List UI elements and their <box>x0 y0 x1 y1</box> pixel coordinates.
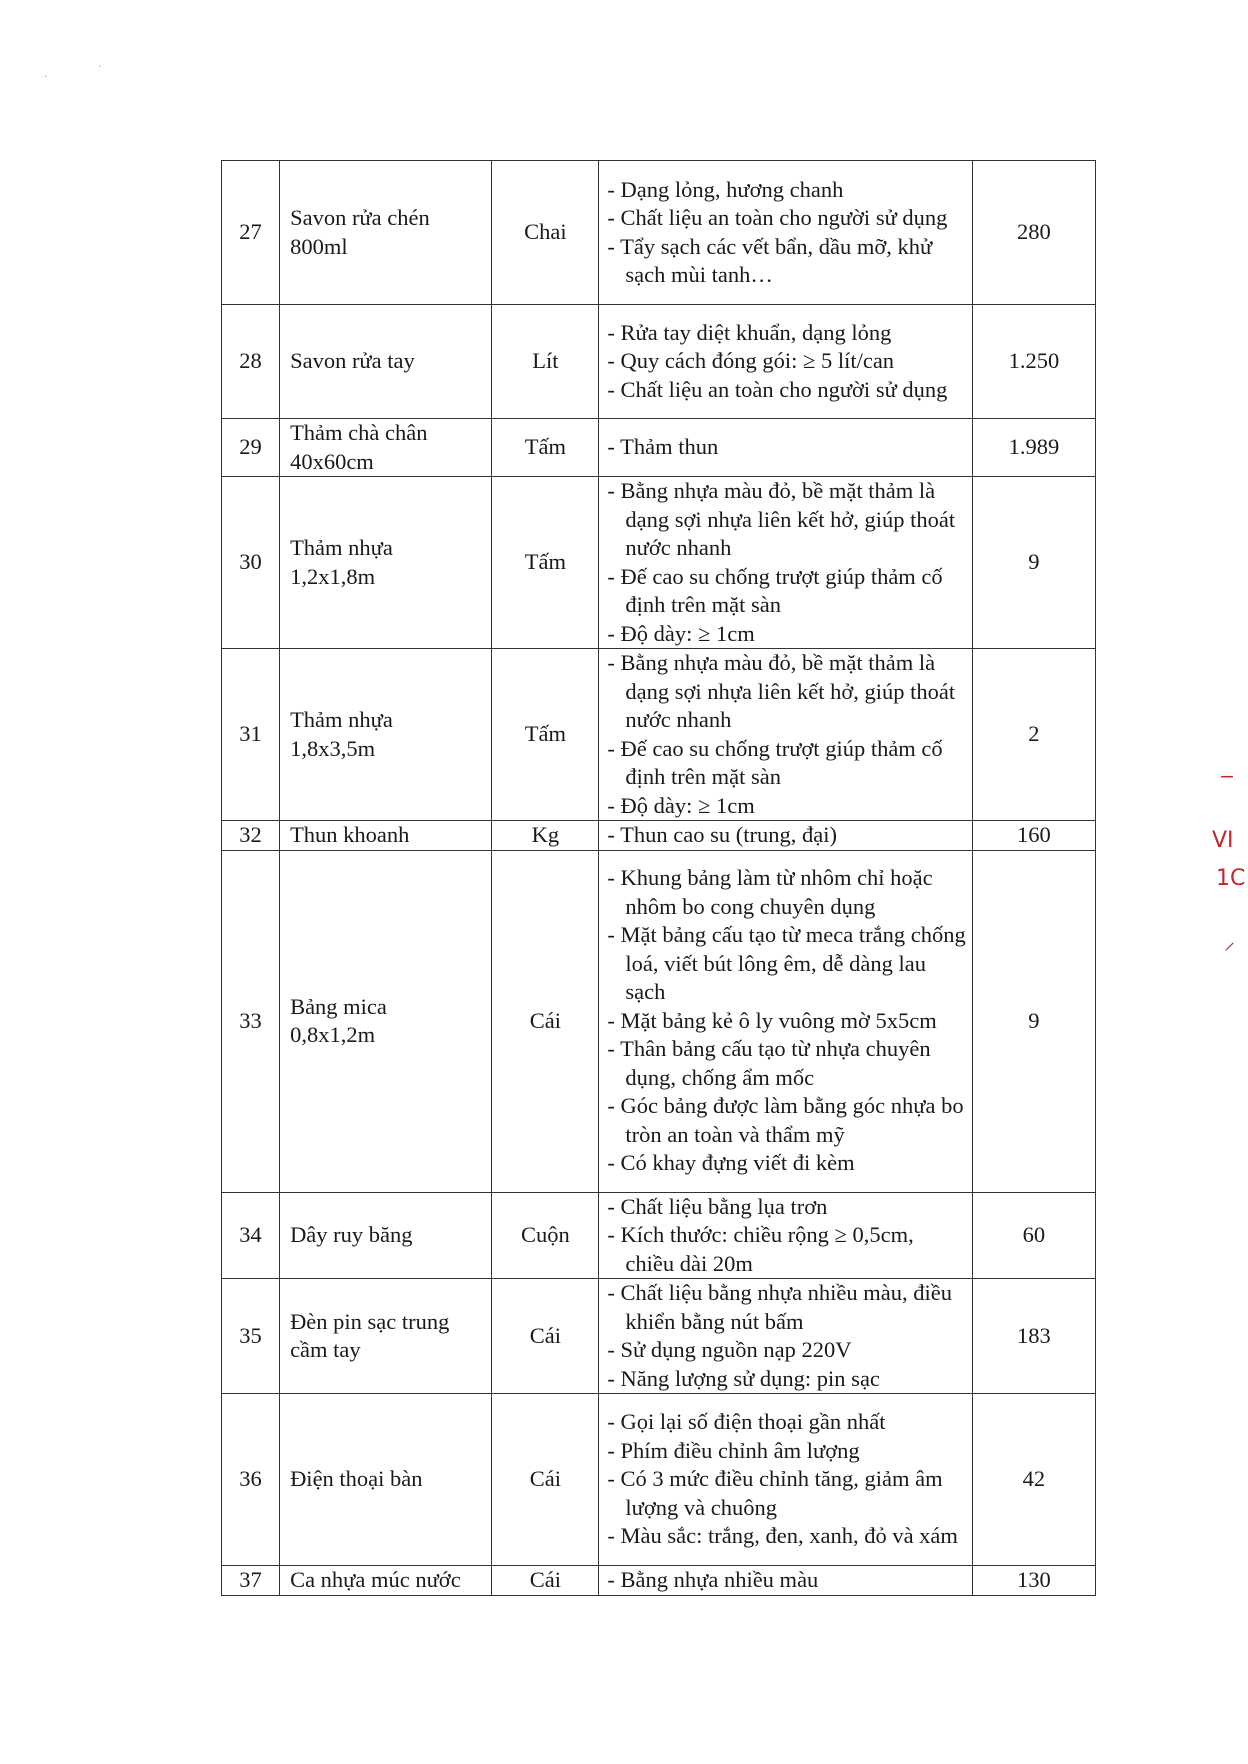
item-unit: Cái <box>492 1566 599 1596</box>
item-name <box>280 850 492 1192</box>
item-quantity: 9 <box>972 850 1095 1192</box>
item-quantity: 42 <box>972 1394 1095 1566</box>
table-row <box>222 649 1096 821</box>
item-quantity: 1.989 <box>972 419 1095 477</box>
item-unit: Cái <box>492 1279 599 1394</box>
item-name <box>280 419 492 477</box>
item-name-line: 800ml <box>290 233 348 259</box>
item-name <box>280 649 492 821</box>
item-unit: Cái <box>492 1394 599 1566</box>
item-name <box>280 1394 492 1566</box>
item-name <box>280 1279 492 1394</box>
scan-speck: · <box>44 72 48 83</box>
item-unit: Lít <box>492 305 599 419</box>
spec-line: - Có khay đựng viết đi kèm <box>607 1150 855 1176</box>
item-spec <box>599 419 972 477</box>
item-unit: Tấm <box>492 649 599 821</box>
table-row <box>222 821 1096 851</box>
row-number: 29 <box>222 419 280 477</box>
table-row <box>222 419 1096 477</box>
table-row <box>222 161 1096 305</box>
spec-line: - Có 3 mức điều chỉnh tăng, giảm âm lượng và chuông <box>607 1466 943 1520</box>
item-name <box>280 1192 492 1279</box>
item-unit: Tấm <box>492 477 599 649</box>
margin-mark-dash: ‒ <box>1220 764 1234 789</box>
spec-line: - Thun cao su (trung, đại) <box>607 822 837 847</box>
spec-line: - Bằng nhựa màu đỏ, bề mặt thảm là dạng sợi nhựa liên kết hở, giúp thoát nước nhanh <box>607 650 956 732</box>
item-name <box>280 821 492 851</box>
item-spec <box>599 161 972 305</box>
item-spec <box>599 305 972 419</box>
spec-line: - Chất liệu an toàn cho người sử dụng <box>607 376 948 402</box>
row-number: 28 <box>222 305 280 419</box>
spec-line: - Mặt bảng cấu tạo từ meca trắng chống loá, viết bút lông êm, dễ dàng lau sạch <box>607 922 966 1005</box>
item-name-line: Đèn pin sạc trung <box>290 1308 450 1334</box>
table-row <box>222 850 1096 1192</box>
item-name-line: 1,8x3,5m <box>290 735 376 761</box>
table-row <box>222 1394 1096 1566</box>
item-spec <box>599 1394 972 1566</box>
item-name-line: Thảm chà chân <box>290 420 428 445</box>
spec-line: - Gọi lại số điện thoại gần nhất <box>607 1409 886 1435</box>
item-quantity: 60 <box>972 1192 1095 1279</box>
item-name-line: Savon rửa chén <box>290 205 430 230</box>
row-number: 32 <box>222 821 280 851</box>
item-quantity: 1.250 <box>972 305 1095 419</box>
table-row <box>222 305 1096 419</box>
table-row <box>222 477 1096 649</box>
spec-line: - Năng lượng sử dụng: pin sạc <box>607 1365 880 1391</box>
spec-line: - Thân bảng cấu tạo từ nhựa chuyên dụng, chống ẩm mốc <box>607 1036 931 1090</box>
row-number: 36 <box>222 1394 280 1566</box>
item-unit: Tấm <box>492 419 599 477</box>
row-number: 35 <box>222 1279 280 1394</box>
spec-line: - Sử dụng nguồn nạp 220V <box>607 1337 852 1362</box>
spec-line: - Độ dày: ≥ 1cm <box>607 620 755 646</box>
spec-line: - Rửa tay diệt khuẩn, dạng lỏng <box>607 319 892 345</box>
spec-line: - Dạng lỏng, hương chanh <box>607 176 844 202</box>
row-number: 37 <box>222 1566 280 1596</box>
item-name-line: Điện thoại bàn <box>290 1466 423 1492</box>
item-quantity: 183 <box>972 1279 1095 1394</box>
scan-speck: · <box>98 62 102 73</box>
item-name <box>280 1566 492 1596</box>
table-row <box>222 1566 1096 1596</box>
spec-line: - Kích thước: chiều rộng ≥ 0,5cm, chiều dài 20m <box>607 1222 914 1276</box>
item-name-line: cầm tay <box>290 1337 361 1362</box>
item-quantity: 280 <box>972 161 1095 305</box>
item-name-line: Dây ruy băng <box>290 1222 413 1247</box>
spec-line: - Quy cách đóng gói: ≥ 5 lít/can <box>607 348 895 374</box>
row-number: 34 <box>222 1192 280 1279</box>
spec-line: - Đế cao su chống trượt giúp thảm cố định trên mặt sàn <box>607 563 943 617</box>
item-name <box>280 477 492 649</box>
spec-line: - Mặt bảng kẻ ô ly vuông mờ 5x5cm <box>607 1007 937 1033</box>
item-quantity: 130 <box>972 1566 1095 1596</box>
item-name-line: 1,2x1,8m <box>290 563 376 589</box>
supply-table <box>221 160 1096 1596</box>
item-name-line: Thảm nhựa <box>290 535 393 560</box>
spec-line: - Chất liệu an toàn cho người sử dụng <box>607 205 948 230</box>
spec-line: - Khung bảng làm từ nhôm chỉ hoặc nhôm bo cong chuyên dụng <box>607 865 933 919</box>
spec-line: - Độ dày: ≥ 1cm <box>607 792 755 818</box>
item-unit: Cái <box>492 850 599 1192</box>
item-spec <box>599 1192 972 1279</box>
row-number: 30 <box>222 477 280 649</box>
item-name-line: Thảm nhựa <box>290 707 393 732</box>
spec-line: - Chất liệu bằng lụa trơn <box>607 1193 828 1219</box>
item-name-line: Bảng mica <box>290 993 387 1019</box>
spec-line: - Tẩy sạch các vết bẩn, dầu mỡ, khử sạch mùi tanh… <box>607 233 933 287</box>
item-unit: Kg <box>492 821 599 851</box>
spec-line: - Bằng nhựa màu đỏ, bề mặt thảm là dạng sợi nhựa liên kết hở, giúp thoát nước nhanh <box>607 478 956 560</box>
row-number: 27 <box>222 161 280 305</box>
margin-mark-1: VI <box>1212 828 1234 853</box>
table-row <box>222 1279 1096 1394</box>
item-spec <box>599 850 972 1192</box>
item-unit: Cuộn <box>492 1192 599 1279</box>
table-body <box>222 161 1096 1596</box>
spec-line: - Thảm thun <box>607 434 719 460</box>
row-number: 31 <box>222 649 280 821</box>
spec-line: - Phím điều chỉnh âm lượng <box>607 1437 860 1463</box>
item-quantity: 160 <box>972 821 1095 851</box>
item-name-line: 40x60cm <box>290 448 374 474</box>
item-name-line: Ca nhựa múc nước <box>290 1567 461 1592</box>
item-quantity: 2 <box>972 649 1095 821</box>
item-name-line: 0,8x1,2m <box>290 1022 376 1047</box>
item-spec <box>599 1279 972 1394</box>
item-name <box>280 161 492 305</box>
item-name-line: Savon rửa tay <box>290 348 415 374</box>
item-name-line: Thun khoanh <box>290 822 410 847</box>
margin-mark-2: 1C <box>1216 866 1246 891</box>
item-quantity: 9 <box>972 477 1095 649</box>
item-name <box>280 305 492 419</box>
item-spec <box>599 649 972 821</box>
item-spec <box>599 1566 972 1596</box>
table-row <box>222 1192 1096 1279</box>
item-unit: Chai <box>492 161 599 305</box>
item-spec <box>599 477 972 649</box>
spec-line: - Chất liệu bằng nhựa nhiều màu, điều khiển bằng nút bấm <box>607 1280 953 1334</box>
spec-line: - Đế cao su chống trượt giúp thảm cố định trên mặt sàn <box>607 735 943 789</box>
spec-line: - Màu sắc: trắng, đen, xanh, đỏ và xám <box>607 1523 958 1549</box>
margin-mark-tick: ⸝ <box>1224 930 1236 955</box>
row-number: 33 <box>222 850 280 1192</box>
spec-line: - Góc bảng được làm bằng góc nhựa bo tròn an toàn và thẩm mỹ <box>607 1093 964 1147</box>
item-spec <box>599 821 972 851</box>
spec-line: - Bằng nhựa nhiều màu <box>607 1567 819 1592</box>
